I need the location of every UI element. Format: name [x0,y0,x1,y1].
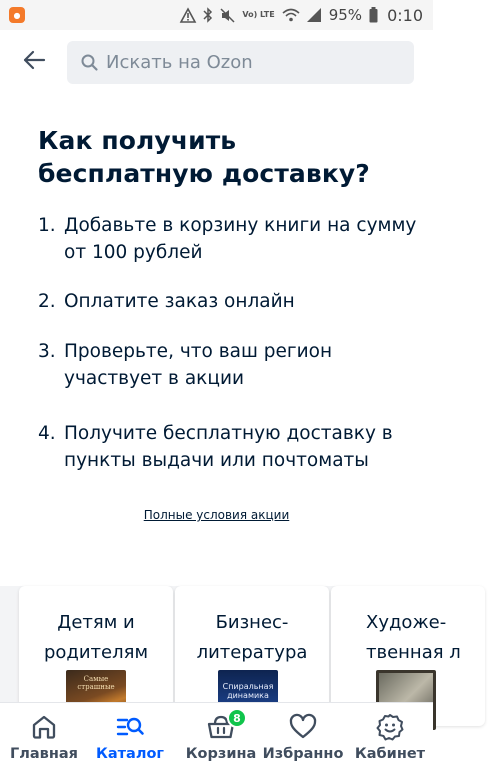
top-bar [0,30,433,94]
battery-percent: 95% [328,6,363,24]
catalog-search-icon [115,712,145,742]
bottom-navigation [0,702,433,770]
clock: 0:10 [387,5,423,25]
step-text: Получите бесплатную доставку в пункты выдачи или почтоматы [64,423,393,471]
step-item [38,212,419,266]
page-title: Как получить бесплатную доставку? [38,126,370,188]
terms-link[interactable]: Полные условия акции [143,508,290,522]
cart-count-badge: 8 [227,708,247,728]
nav-favorites[interactable] [261,703,345,771]
alert-icon [180,8,196,23]
status-bar [0,0,433,30]
step-item [38,288,419,315]
step-text: Добавьте в корзину книги на сумму от 100 рублей [64,215,417,263]
step-number: 1. [38,215,56,236]
nav-account[interactable] [350,703,430,771]
nav-home[interactable] [6,703,82,771]
heart-icon [289,712,317,742]
category-image-text: Самые страшные [77,675,115,691]
search-input[interactable] [106,52,386,73]
step-item [38,420,419,474]
battery-icon [369,7,378,23]
category-image-text: Спиральная динамика [222,682,274,700]
search-bar[interactable] [67,41,414,84]
step-number: 2. [38,291,56,312]
step-text: Оплатите заказ онлайн [64,291,295,312]
nav-label: Каталог [96,746,164,762]
basket-icon [206,711,241,742]
category-label: Художе- твенная л [366,612,461,663]
category-label: Бизнес-литература [196,612,308,663]
ozon-app-icon: ● [9,7,25,23]
nav-label: Главная [10,746,78,762]
arrow-left-icon [22,50,46,74]
category-carousel[interactable] [0,586,461,711]
step-number: 3. [38,341,56,362]
wifi-icon [282,8,300,22]
search-icon [81,54,98,71]
step-text: Проверьте, что ваш регион участвует в акции [64,341,333,389]
nav-cart[interactable] [178,703,264,771]
signal-icon [307,8,322,22]
bluetooth-icon [203,7,213,23]
nav-label: Корзина [185,746,257,762]
smiley-icon [376,712,404,742]
step-number: 4. [38,423,56,444]
nav-catalog[interactable] [92,703,168,771]
back-button[interactable] [14,44,54,80]
network-label: Vo) LTE [242,10,275,19]
nav-label: Кабинет [354,746,426,762]
step-item [38,338,419,392]
category-label: Детям и родителям [43,612,149,663]
status-icons [180,0,423,30]
nav-label: Избранно [262,746,344,762]
home-icon [31,712,57,742]
mute-icon [220,8,235,23]
